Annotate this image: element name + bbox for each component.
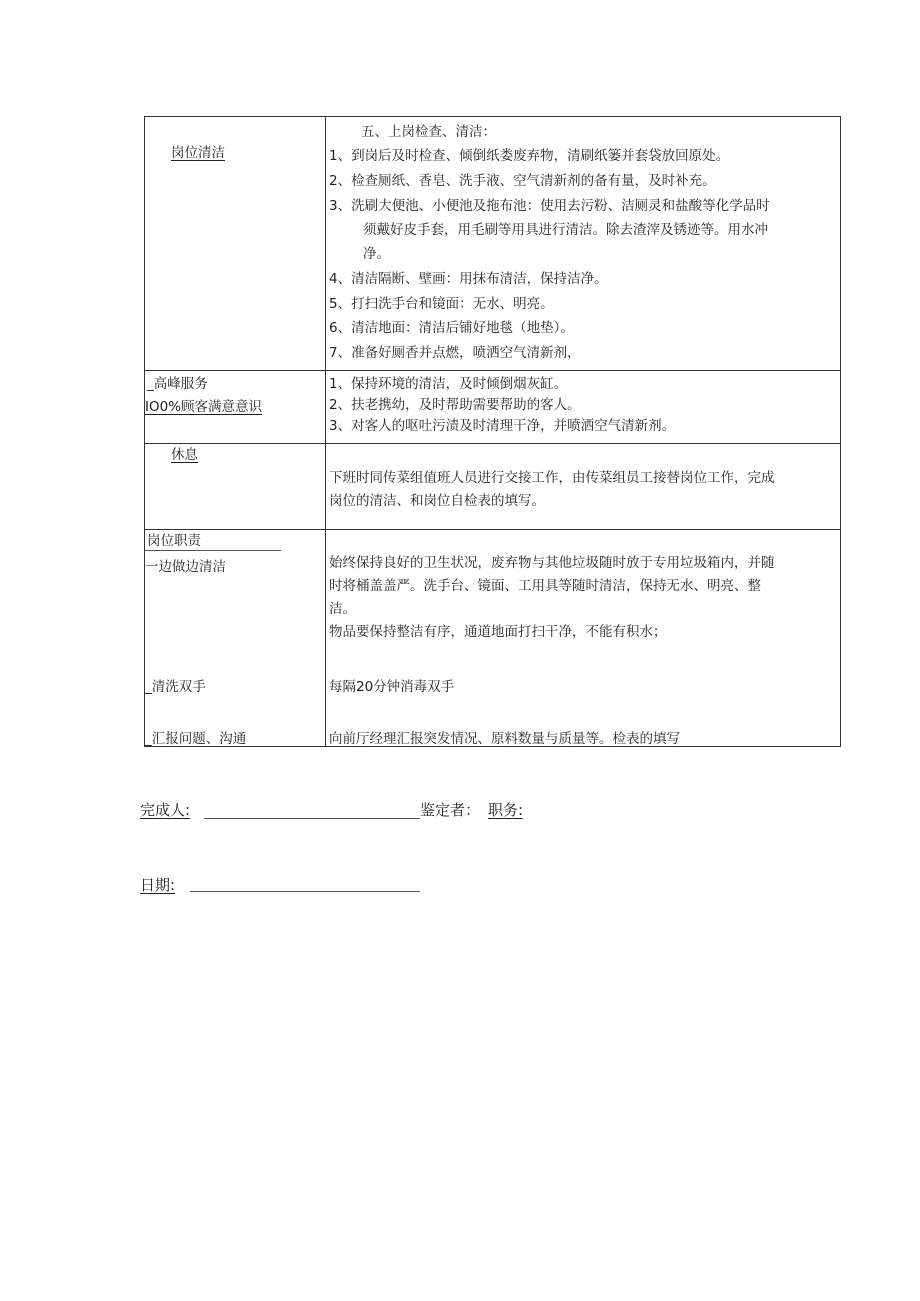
label-satisfaction: IO0%顾客满意意识 bbox=[145, 399, 263, 415]
table-column-divider bbox=[325, 117, 326, 746]
label-wash-hands: _清洗双手 bbox=[145, 679, 206, 695]
s4-item2-line-0: 向前厅经理汇报突发情况、原料数量与质量等。检表的填写 bbox=[329, 731, 680, 747]
row-peak-service bbox=[145, 370, 840, 443]
s2-line-0: 1、保持环境的清洁，及时倾倒烟灰缸。 bbox=[329, 376, 568, 392]
label-clean-while-working: 一边做边清洁 bbox=[145, 559, 226, 575]
s3-line-0: 下班时同传菜组值班人员进行交接工作，由传菜组员工接替岗位工作，完成 bbox=[329, 470, 775, 486]
date-blank[interactable] bbox=[190, 891, 420, 892]
date-label: 日期: bbox=[140, 876, 176, 894]
s1-line-9: 7、准备好厕香并点燃，喷洒空气清新剂， bbox=[329, 345, 581, 361]
s1-line-5: 净。 bbox=[363, 246, 390, 262]
label-rest: 休息 bbox=[171, 447, 198, 463]
row-duties bbox=[145, 529, 840, 746]
s1-line-7: 5、打扫洗手台和镜面：无水、明亮。 bbox=[329, 296, 554, 312]
s4-item0-line-1: 时将桶盖盖严。洗手台、镜面、工用具等随时清洁，保持无水、明亮、整 bbox=[329, 578, 761, 594]
label-duties-underline bbox=[145, 550, 281, 551]
position-label: 职务: bbox=[488, 801, 524, 819]
s1-line-0: 五、上岗检查、清洁： bbox=[361, 124, 496, 140]
s2-line-2: 3、对客人的呕吐污渍及时清理干净，并喷洒空气清新剂。 bbox=[329, 418, 676, 434]
s3-line-1: 岗位的清洁、和岗位自检表的填写。 bbox=[329, 493, 545, 509]
s4-item0-line-0: 始终保持良好的卫生状况，废弃物与其他垃圾随时放于专用垃圾箱内，并随 bbox=[329, 555, 775, 571]
row-post-cleaning bbox=[145, 117, 840, 370]
reviewer-label: 鉴定者： bbox=[420, 801, 481, 819]
s1-line-2: 2、检查厕纸、香皂、洗手液、空气清新剂的备有量，及时补充。 bbox=[329, 173, 716, 189]
s4-item0-line-2: 洁。 bbox=[329, 601, 356, 617]
completer-label: 完成人: bbox=[140, 801, 191, 819]
label-peak-service: _高峰服务 bbox=[147, 376, 208, 392]
label-post-cleaning: 岗位清洁 bbox=[171, 145, 225, 161]
s2-line-1: 2、扶老携幼，及时帮助需要帮助的客人。 bbox=[329, 397, 581, 413]
s4-item0-line-3: 物品要保持整洁有序，通道地面打扫干净，不能有积水； bbox=[329, 624, 667, 640]
s1-line-3: 3、洗刷大便池、小便池及拖布池：使用去污粉、洁厕灵和盐酸等化学品时 bbox=[329, 198, 770, 214]
duty-table bbox=[144, 116, 841, 747]
s1-line-4: 须戴好皮手套，用毛刷等用具进行清洁。除去渣滓及锈迹等。用水冲 bbox=[363, 222, 768, 238]
label-report-issues: _汇报问题、沟通 bbox=[145, 731, 247, 747]
s1-line-1: 1、到岗后及时检查、倾倒纸娄废弃物，清刷纸篓并套袋放回原处。 bbox=[329, 148, 730, 164]
label-duties: 岗位职责 bbox=[147, 533, 201, 549]
s4-item1-line-0: 每隔20分钟消毒双手 bbox=[329, 679, 455, 695]
row-rest bbox=[145, 443, 840, 529]
s1-line-8: 6、清洁地面：清洁后铺好地毯（地垫）。 bbox=[329, 320, 574, 336]
completer-blank[interactable] bbox=[204, 818, 420, 819]
s1-line-6: 4、清洁隔断、壁画：用抹布清洁，保持洁净。 bbox=[329, 271, 608, 287]
